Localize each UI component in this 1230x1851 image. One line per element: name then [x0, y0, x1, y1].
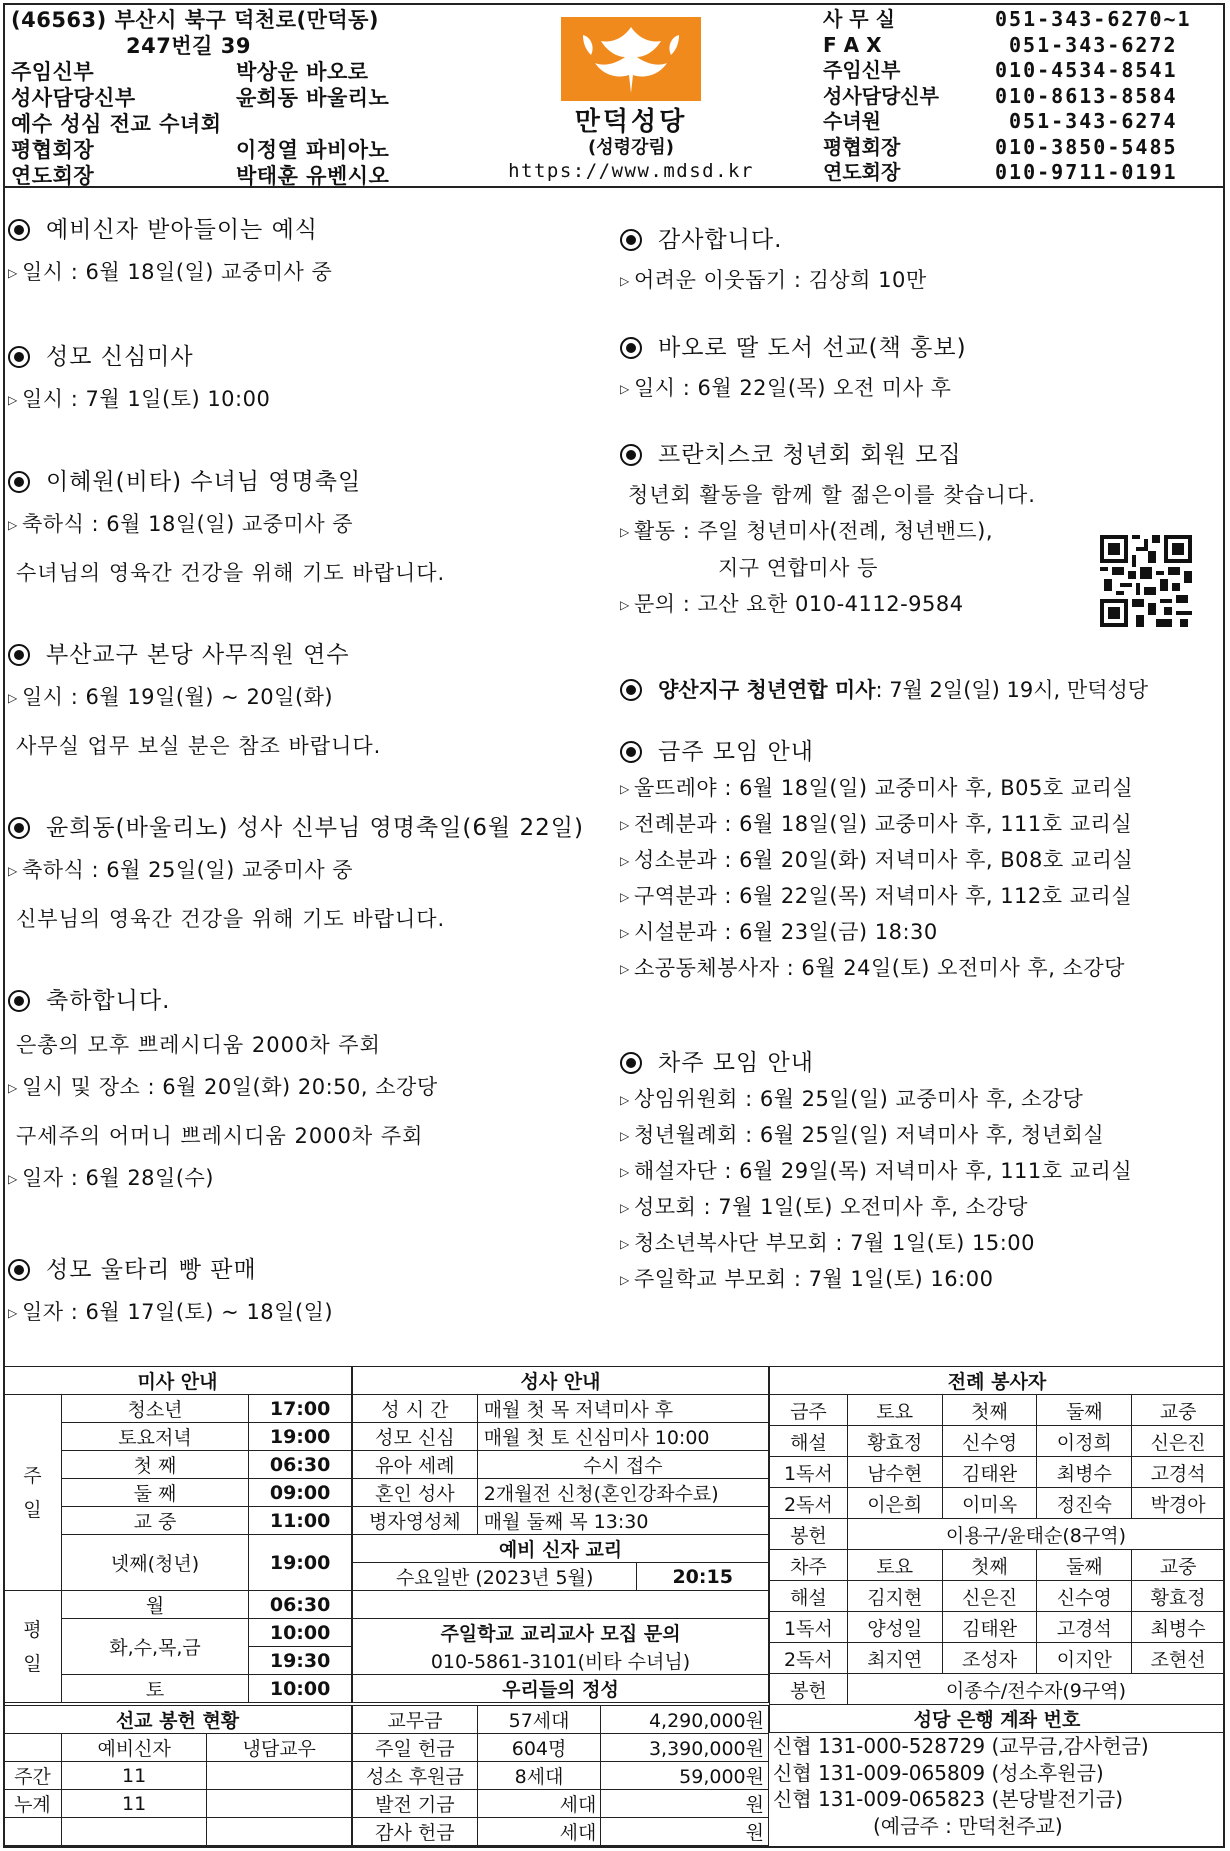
notice-line: ▷ 일시 : 7월 1일(토) 10:00 [8, 384, 608, 415]
notice-title: 금주 모임 안내 [620, 737, 1220, 767]
role-cell: 봉헌 [770, 1519, 848, 1550]
column-header: 예비신자 [61, 1734, 207, 1762]
triangle-bullet-icon: ▷ [620, 1129, 630, 1143]
list-item: ▷ 소공동체봉사자 : 6월 24일(토) 오전미사 후, 소강당 [620, 953, 1220, 984]
list-item: ▷ 성소분과 : 6월 20일(화) 저녁미사 후, B08호 교리실 [620, 845, 1220, 876]
server-name: 최병수 [1037, 1457, 1132, 1488]
contact-phone: 051-343-6270~1 [995, 7, 1192, 31]
triangle-bullet-icon: ▷ [620, 525, 630, 539]
notice-title-detail: : 7월 2일(일) 19시, 만덕성당 [875, 678, 1149, 702]
triangle-bullet-icon: ▷ [8, 864, 18, 878]
church-subtitle: (성령강림) [587, 137, 674, 158]
bullet-icon [8, 817, 30, 839]
notice-block [620, 1048, 1220, 1295]
table-title: 전례 봉사자 [770, 1367, 1225, 1395]
mass-name: 토 [61, 1675, 248, 1703]
offering-name: 주일 헌금 [353, 1734, 478, 1762]
notice-title: 축하합니다. [8, 986, 608, 1016]
triangle-bullet-icon: ▷ [620, 854, 630, 868]
sacrament-name: 병자영성체 [353, 1507, 478, 1535]
triangle-bullet-icon: ▷ [620, 1201, 630, 1215]
triangle-bullet-icon: ▷ [8, 518, 18, 532]
notice-paragraph: 신부님의 영육간 건강을 위해 기도 바랍니다. [16, 907, 446, 931]
notice-paragraph: 수녀님의 영육간 건강을 위해 기도 바랍니다. [16, 561, 446, 585]
church-name: 만덕성당 [574, 107, 688, 137]
server-name: 남수현 [847, 1457, 942, 1488]
notice-line: ▷ 일시 : 6월 22일(목) 오전 미사 후 [620, 373, 1220, 404]
triangle-bullet-icon: ▷ [620, 962, 630, 976]
notice-title: 부산교구 본당 사무직원 연수 [8, 640, 608, 670]
mass-name: 화,수,목,금 [61, 1619, 248, 1675]
triangle-bullet-icon: ▷ [620, 1273, 630, 1287]
notice-line: ▷ 일시 : 6월 19일(월) ~ 20일(화) [8, 682, 608, 713]
offering-amount: 4,290,000원 [601, 1706, 769, 1734]
server-name: 김태완 [942, 1457, 1037, 1488]
triangle-bullet-icon: ▷ [620, 1093, 630, 1107]
table-title: 선교 봉헌 현황 [4, 1706, 352, 1734]
notice-title: 바오로 딸 도서 선교(책 홍보) [620, 333, 1220, 363]
blank-cell [4, 1818, 62, 1846]
server-name: 이은희 [847, 1488, 942, 1519]
sacrament-name: 유아 세례 [353, 1451, 478, 1479]
staff-role: 연도회장 [11, 164, 95, 188]
triangle-bullet-icon: ▷ [8, 1081, 18, 1095]
list-item: ▷ 시설분과 : 6월 23일(금) 18:30 [620, 917, 1220, 948]
server-name: 신수영 [1037, 1581, 1132, 1612]
notice-block [620, 675, 1220, 705]
mass-time: 09:00 [249, 1479, 352, 1507]
notice-line: ▷ 축하식 : 6월 18일(일) 교중미사 중 [8, 509, 608, 540]
bullet-icon [8, 219, 30, 241]
bank-accounts [773, 1733, 1223, 1839]
offering-amount: 3,390,000원 [601, 1734, 769, 1762]
contact-label: 주임신부 [823, 58, 901, 82]
bullet-icon [8, 1259, 30, 1281]
bullet-icon [620, 1052, 642, 1074]
sunday-school-contact: 010-5861-3101(비타 수녀님) [353, 1647, 769, 1675]
sunday-school-title: 주일학교 교리교사 모집 문의 [353, 1619, 769, 1647]
mass-time: 19:00 [249, 1423, 352, 1451]
mass-time: 19:30 [249, 1647, 352, 1675]
triangle-bullet-icon: ▷ [620, 1237, 630, 1251]
offering-count: 세대 [477, 1818, 601, 1846]
notice-line: ▷ 축하식 : 6월 25일(일) 교중미사 중 [8, 855, 608, 886]
liturgy-servers-table [769, 1366, 1225, 1733]
mass-schedule-table [3, 1366, 352, 1703]
triangle-bullet-icon: ▷ [620, 782, 630, 796]
account-holder: (예금주 : 만덕천주교) [873, 1813, 1063, 1838]
offering-count: 57세대 [477, 1706, 601, 1734]
mass-name: 교 중 [61, 1507, 248, 1535]
list-item: ▷ 성모회 : 7월 1일(토) 오전미사 후, 소강당 [620, 1192, 1220, 1223]
column-header: 교중 [1132, 1395, 1225, 1426]
church-address-staff [11, 7, 481, 189]
mass-time: 19:00 [249, 1535, 352, 1591]
count-cell: 11 [61, 1790, 207, 1818]
mass-name: 월 [61, 1591, 248, 1619]
count-cell [207, 1790, 352, 1818]
staff-name: 박태훈 유벤시오 [236, 164, 390, 188]
server-name: 이정희 [1037, 1426, 1132, 1457]
qr-code-icon[interactable] [1100, 535, 1192, 627]
server-name: 이지안 [1037, 1643, 1132, 1674]
list-item: ▷ 상임위원회 : 6월 25일(일) 교중미사 후, 소강당 [620, 1084, 1220, 1115]
staff-role: 예수 성심 전교 수녀회 [11, 112, 222, 136]
column-header: 둘째 [1037, 1550, 1132, 1581]
server-name: 조현선 [1132, 1643, 1225, 1674]
server-name: 고경석 [1037, 1612, 1132, 1643]
triangle-bullet-icon: ▷ [8, 691, 18, 705]
notice-paragraph: 은총의 모후 쁘레시디움 2000차 주회 [16, 1033, 381, 1057]
mass-time: 06:30 [249, 1591, 352, 1619]
church-brand [481, 17, 781, 183]
notice-title: 차주 모임 안내 [620, 1048, 1220, 1078]
column-header: 첫째 [942, 1550, 1037, 1581]
server-name: 신수영 [942, 1426, 1037, 1457]
list-item: ▷ 구역분과 : 6월 22일(목) 저녁미사 후, 112호 교리실 [620, 881, 1220, 912]
column-header: 토요 [847, 1550, 942, 1581]
weekday-label: 평 일 [4, 1591, 62, 1703]
bank-account-line: 신협 131-009-065809 (성소후원금) [773, 1760, 1104, 1785]
sacrament-desc: 매월 첫 목 저녁미사 후 [477, 1395, 768, 1423]
count-cell: 11 [61, 1762, 207, 1790]
sunday-label: 주 일 [4, 1395, 62, 1591]
staff-role: 평협회장 [11, 138, 95, 162]
notice-block [8, 986, 608, 1194]
server-name: 신은진 [942, 1581, 1037, 1612]
blank-cell [207, 1818, 352, 1846]
bullet-icon [8, 346, 30, 368]
server-name: 정진숙 [1037, 1488, 1132, 1519]
column-header: 냉담교우 [207, 1734, 352, 1762]
notice-line-continued: 지구 연합미사 등 [718, 556, 878, 580]
notice-block [8, 467, 608, 588]
address-line1: (46563) 부산시 북구 덕천로(만덕동) [11, 8, 380, 32]
role-cell: 해설 [770, 1581, 848, 1612]
offering-count: 세대 [477, 1790, 601, 1818]
triangle-bullet-icon: ▷ [620, 926, 630, 940]
mass-time: 11:00 [249, 1507, 352, 1535]
notice-line: ▷ 일시 및 장소 : 6월 20일(화) 20:50, 소강당 [8, 1072, 608, 1103]
triangle-bullet-icon: ▷ [8, 1172, 18, 1186]
blank-cell [61, 1818, 207, 1846]
notice-title: 이혜원(비타) 수녀님 영명축일 [8, 467, 608, 497]
sacrament-name: 혼인 성사 [353, 1479, 478, 1507]
church-website-link[interactable]: https://www.mdsd.kr [508, 160, 754, 182]
sacrament-table [352, 1366, 769, 1703]
contact-phone: 010-3850-5485 [995, 134, 1178, 159]
contact-phone: 010-4534-8541 [995, 58, 1178, 82]
column-header: 금주 [770, 1395, 848, 1426]
notice-line: ▷ 일시 : 6월 18일(일) 교중미사 중 [8, 257, 608, 288]
triangle-bullet-icon: ▷ [620, 274, 630, 288]
bullet-icon [620, 741, 642, 763]
triangle-bullet-icon: ▷ [620, 598, 630, 612]
offering-count: 8세대 [477, 1762, 601, 1790]
staff-role: 성사담당신부 [11, 86, 136, 110]
server-name: 최병수 [1132, 1612, 1225, 1643]
server-name: 최지연 [847, 1643, 942, 1674]
contact-phone: 051-343-6274 [1009, 109, 1178, 133]
mass-time: 10:00 [249, 1619, 352, 1647]
staff-role: 주임신부 [11, 60, 95, 84]
notice-title: 성모 신심미사 [8, 342, 608, 372]
catechumen-time: 20:15 [637, 1563, 769, 1591]
contact-label: 성사담당신부 [823, 83, 939, 108]
list-item: ▷ 청소년복사단 부모회 : 7월 1일(토) 15:00 [620, 1228, 1220, 1259]
offering-amount: 원 [601, 1790, 769, 1818]
bullet-icon [620, 229, 642, 251]
row-label: 주간 [4, 1762, 62, 1790]
bank-title: 성당 은행 계좌 번호 [770, 1705, 1225, 1733]
role-cell: 1독서 [770, 1612, 848, 1643]
bank-account-line: 신협 131-000-528729 (교무금,감사헌금) [773, 1734, 1149, 1758]
notice-block [620, 737, 1220, 984]
notice-block [8, 813, 608, 934]
catechumen-title: 예비 신자 교리 [353, 1535, 769, 1563]
server-name: 고경석 [1132, 1457, 1225, 1488]
role-cell: 2독서 [770, 1643, 848, 1674]
contact-phone: 010-8613-8584 [995, 83, 1178, 108]
contact-phone: 010-9711-0191 [995, 160, 1178, 184]
column-header: 둘째 [1037, 1395, 1132, 1426]
list-item: ▷ 전례분과 : 6월 18일(일) 교중미사 후, 111호 교리실 [620, 809, 1220, 840]
mass-name: 넷째(청년) [61, 1535, 248, 1591]
bullet-icon [8, 471, 30, 493]
triangle-bullet-icon: ▷ [620, 890, 630, 904]
notice-paragraph: 사무실 업무 보실 분은 참조 바랍니다. [16, 734, 382, 758]
catechumen-desc: 수요일반 (2023년 5월) [353, 1563, 637, 1591]
server-name: 박경아 [1132, 1488, 1225, 1519]
notice-block [8, 215, 608, 288]
server-name: 김태완 [942, 1612, 1037, 1643]
notice-line: ▷ 문의 : 고산 요한 010-4112-9584 [620, 589, 1220, 620]
notice-title: 감사합니다. [620, 225, 1220, 255]
mass-name: 둘 째 [61, 1479, 248, 1507]
staff-name: 이정열 파비아노 [236, 138, 390, 162]
list-item: ▷ 청년월례회 : 6월 25일(일) 저녁미사 후, 청년회실 [620, 1120, 1220, 1151]
contact-label: F A X [823, 32, 882, 57]
column-header: 토요 [847, 1395, 942, 1426]
bullet-icon [8, 990, 30, 1012]
mass-time: 10:00 [249, 1675, 352, 1703]
count-cell [207, 1762, 352, 1790]
server-name: 김지현 [847, 1581, 942, 1612]
notice-title: 프란치스코 청년회 회원 모집 [620, 440, 1220, 470]
sacrament-desc: 매월 둘째 목 13:30 [477, 1507, 768, 1535]
mass-time: 17:00 [249, 1395, 352, 1423]
table-title: 미사 안내 [4, 1367, 352, 1395]
notice-title: 예비신자 받아들이는 예식 [8, 215, 608, 245]
mission-status-table [3, 1705, 352, 1846]
offering-table [352, 1705, 769, 1846]
contact-label: 연도회장 [823, 160, 901, 184]
bullet-icon [620, 444, 642, 466]
church-logo-icon [561, 17, 701, 101]
list-item: ▷ 해설자단 : 6월 29일(목) 저녁미사 후, 111호 교리실 [620, 1156, 1220, 1187]
column-header: 차주 [770, 1550, 848, 1581]
server-name: 신은진 [1132, 1426, 1225, 1457]
sacrament-name: 성 시 간 [353, 1395, 478, 1423]
mass-name: 토요저녁 [61, 1423, 248, 1451]
role-cell: 1독서 [770, 1457, 848, 1488]
column-header: 첫째 [942, 1395, 1037, 1426]
offering-servers: 이용구/윤태순(8구역) [847, 1519, 1224, 1550]
sacrament-desc: 매월 첫 토 신심미사 10:00 [477, 1423, 768, 1451]
triangle-bullet-icon: ▷ [8, 266, 18, 280]
contact-list [823, 7, 1223, 186]
role-cell: 해설 [770, 1426, 848, 1457]
triangle-bullet-icon: ▷ [8, 393, 18, 407]
notice-line: ▷ 어려운 이웃돕기 : 김상희 10만 [620, 265, 1220, 296]
list-item: ▷ 주일학교 부모회 : 7월 1일(토) 16:00 [620, 1264, 1220, 1295]
notice-block [620, 225, 1220, 296]
mass-name: 첫 째 [61, 1451, 248, 1479]
offering-servers: 이종수/전수자(9구역) [847, 1674, 1224, 1705]
mass-time: 06:30 [249, 1451, 352, 1479]
notice-paragraph: 청년회 활동을 함께 할 젊은이를 찾습니다. [628, 483, 1036, 507]
list-item: ▷ 울뜨레야 : 6월 18일(일) 교중미사 후, B05호 교리실 [620, 773, 1220, 804]
staff-name: 박상운 바오로 [236, 60, 369, 84]
address-line2: 247번길 39 [126, 34, 251, 58]
bullet-icon [8, 644, 30, 666]
notice-block [620, 333, 1220, 404]
contact-label: 수녀원 [823, 109, 881, 133]
contact-phone: 051-343-6272 [1009, 32, 1178, 57]
column-header: 교중 [1132, 1550, 1225, 1581]
bullet-icon [620, 337, 642, 359]
notice-title: 윤희동(바울리노) 성사 신부님 영명축일(6월 22일) [8, 813, 608, 843]
table-title: 성사 안내 [353, 1367, 769, 1395]
notice-title: 양산지구 청년연합 미사 : 7월 2일(일) 19시, 만덕성당 [620, 675, 1220, 705]
offering-title: 우리들의 정성 [353, 1675, 769, 1703]
server-name: 양성일 [847, 1612, 942, 1643]
bulletin-header [3, 3, 1225, 188]
server-name: 이미옥 [942, 1488, 1037, 1519]
triangle-bullet-icon: ▷ [620, 818, 630, 832]
offering-amount: 59,000원 [601, 1762, 769, 1790]
notice-paragraph: 구세주의 어머니 쁘레시디움 2000차 주회 [16, 1124, 424, 1148]
server-name: 조성자 [942, 1643, 1037, 1674]
server-name: 황효정 [1132, 1581, 1225, 1612]
notice-line: ▷ 일자 : 6월 28일(수) [8, 1163, 608, 1194]
server-name: 황효정 [847, 1426, 942, 1457]
offering-name: 발전 기금 [353, 1790, 478, 1818]
contact-label: 사 무 실 [823, 7, 895, 31]
offering-name: 성소 후원금 [353, 1762, 478, 1790]
offering-name: 교무금 [353, 1706, 478, 1734]
bank-account-line: 신협 131-009-065823 (본당발전기금) [773, 1787, 1124, 1811]
bullet-icon [620, 679, 642, 701]
sacrament-desc: 수시 접수 [477, 1451, 768, 1479]
sacrament-desc: 2개월전 신청(혼인강좌수료) [477, 1479, 768, 1507]
mass-name: 청소년 [61, 1395, 248, 1423]
role-cell: 2독서 [770, 1488, 848, 1519]
notice-title: 성모 울타리 빵 판매 [8, 1255, 608, 1285]
role-cell: 봉헌 [770, 1674, 848, 1705]
sacrament-name: 성모 신심 [353, 1423, 478, 1451]
notice-block [8, 640, 608, 761]
offering-amount: 원 [601, 1818, 769, 1846]
offering-name: 감사 헌금 [353, 1818, 478, 1846]
triangle-bullet-icon: ▷ [620, 382, 630, 396]
contact-label: 평협회장 [823, 134, 901, 159]
staff-name: 윤희동 바울리노 [236, 86, 390, 110]
row-label: 누계 [4, 1790, 62, 1818]
notice-line: ▷ 일자 : 6월 17일(토) ~ 18일(일) [8, 1297, 608, 1328]
triangle-bullet-icon: ▷ [620, 1165, 630, 1179]
blank-row [353, 1591, 769, 1619]
blank-cell [4, 1734, 62, 1762]
offering-count: 604명 [477, 1734, 601, 1762]
triangle-bullet-icon: ▷ [8, 1306, 18, 1320]
notice-block [8, 342, 608, 415]
notice-line: ▷ 활동 : 주일 청년미사(전례, 청년밴드), [620, 516, 1220, 547]
notice-block [8, 1255, 608, 1328]
